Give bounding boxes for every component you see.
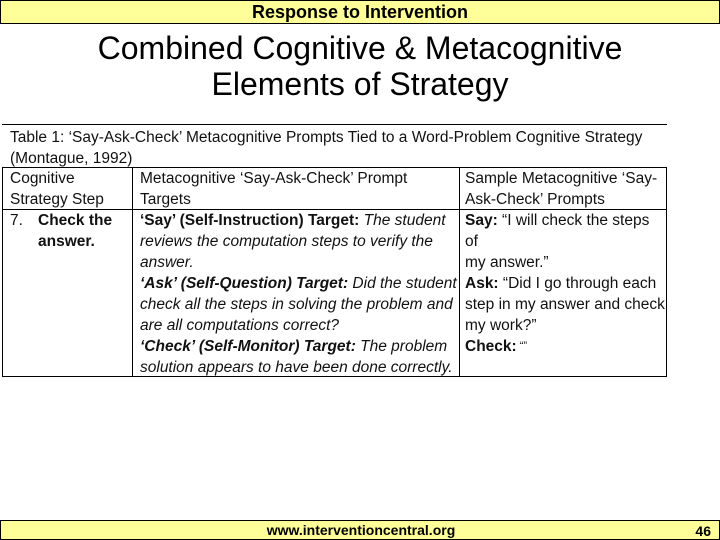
ask-prompt-text: my work?” <box>465 317 537 334</box>
step-label-line: Check the <box>38 212 113 229</box>
table-caption-line1: Table 1: ‘Say-Ask-Check’ Metacognitive Prompts Tied to a Word-Problem Cognitive Strategy <box>10 129 643 146</box>
check-target-text: The problem <box>355 338 448 355</box>
col2-header-line: Metacognitive ‘Say-Ask-Check’ Prompt <box>140 170 408 187</box>
footer-bar <box>0 520 720 540</box>
col1-header-line: Strategy Step <box>10 191 104 208</box>
step-number: 7. <box>10 212 23 229</box>
slide-title-line2: Elements of Strategy <box>211 66 509 102</box>
ask-target-label: ‘Ask’ (Self-Question) Target: <box>140 275 349 292</box>
slide-title-line1: Combined Cognitive & Metacognitive <box>97 30 623 66</box>
col3-header-line: Ask-Check’ Prompts <box>465 191 605 208</box>
say-target-text: reviews the computation steps to verify the <box>140 233 433 250</box>
footer-url[interactable]: www.interventioncentral.org <box>266 522 456 538</box>
say-prompt-text: my answer.” <box>465 254 549 271</box>
col1-header-line: Cognitive <box>10 170 75 187</box>
say-prompt-label: Say: <box>465 212 498 229</box>
page-number: 46 <box>695 523 711 539</box>
col2-header-line: Targets <box>140 191 191 208</box>
check-prompt-text: “” <box>516 340 528 352</box>
ask-prompt-text: step in my answer and check <box>465 296 665 313</box>
table-caption-line2: (Montague, 1992) <box>10 150 133 167</box>
header-title: Response to Intervention <box>251 2 469 22</box>
ask-target-text: check all the steps in solving the problem and <box>140 296 453 313</box>
say-target-text: answer. <box>140 254 194 271</box>
strategy-table <box>2 124 667 377</box>
targets-cell <box>140 210 458 378</box>
table-rule <box>132 167 133 376</box>
say-target-text: The student <box>359 212 446 229</box>
step-cell <box>10 210 130 252</box>
col2-header <box>140 168 455 210</box>
col3-header-line: Sample Metacognitive ‘Say- <box>465 170 658 187</box>
ask-prompt-label: Ask: <box>465 275 499 292</box>
ask-target-text: Did the student <box>348 275 457 292</box>
ask-target-text: are all computations correct? <box>140 317 340 334</box>
col3-header <box>465 168 665 210</box>
ask-prompt-text: “Did I go through each <box>498 275 657 292</box>
table-rule <box>2 167 3 376</box>
table-rule <box>459 167 460 376</box>
check-prompt-label: Check: <box>465 338 517 355</box>
say-target-label: ‘Say’ (Self-Instruction) Target: <box>140 212 360 229</box>
table-caption <box>10 127 660 169</box>
step-label-line: answer. <box>38 233 95 250</box>
check-target-text: solution appears to have been done correctly. <box>140 359 453 376</box>
prompts-cell <box>465 210 665 357</box>
header-bar <box>0 0 720 24</box>
slide-title <box>0 30 720 102</box>
say-prompt-text: “I will check the steps of <box>465 212 650 250</box>
col1-header <box>10 168 130 210</box>
table-rule <box>666 167 667 376</box>
check-target-label: ‘Check’ (Self-Monitor) Target: <box>140 338 356 355</box>
